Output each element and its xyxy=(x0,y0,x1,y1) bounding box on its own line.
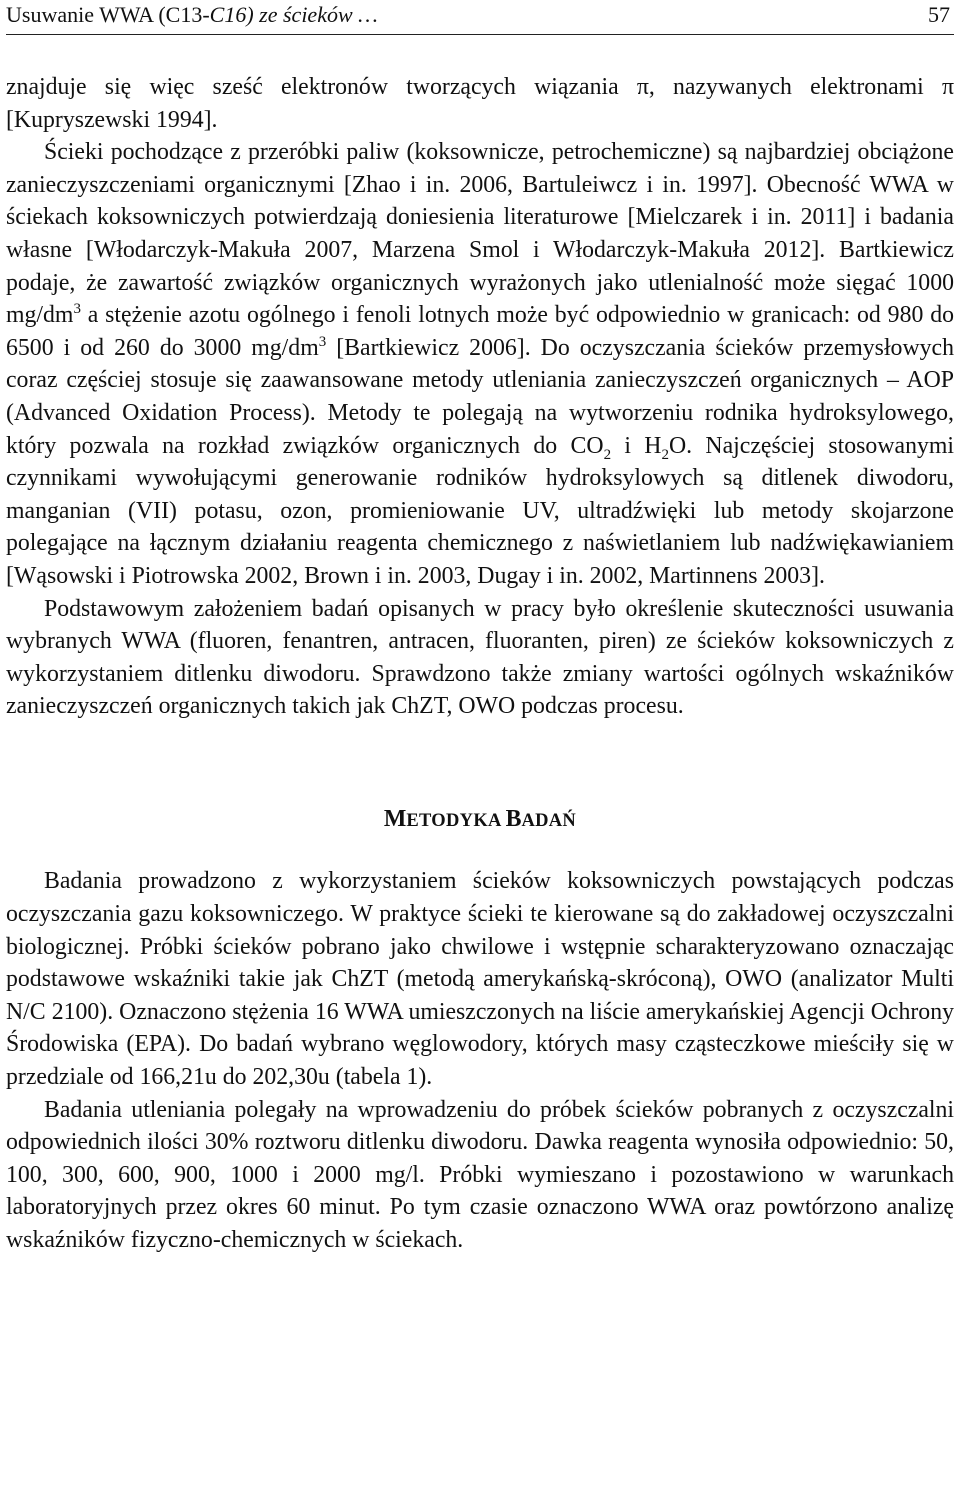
running-title-part-b: C16) ze ścieków … xyxy=(209,2,378,27)
heading-smallcaps-1: ETODYKA xyxy=(406,810,506,831)
paragraph-5-text: Badania utleniania polegały na wprowadzeniu do próbek ścieków pobranych z oczyszczalni odpowiednich ilości 30% roztworu ditlenku diwodoru. Dawka reagenta wynosiła odpowiednio: 50, 100, 300, 600, 900, 1000 i 2000 mg/l. Próbki wymieszano i pozostawiono w warunkach laboratoryjnych przez okres 60 minut. Po tym czasie oznaczono WWA oraz powtórzono analizę wskaźników fizyczno-chemicznych w ściekach. xyxy=(6,1096,954,1253)
paragraph-2-text-a: Ścieki pochodzące z przeróbki paliw (koksownicze, petrochemiczne) są najbardziej obciążone zanieczyszczeniami organicznymi [Zhao i in. 2006, Bartuleiwcz i in. 1997]. Obecność WWA w ściekach koksowniczych potwierdzają doniesienia literaturowe [Mielczarek i in. 2011] i badania własne [Włodarczyk-Makuła 2007, Marzena Smol i Włodarczyk-Makuła 2012]. Bartkiewicz podaje, że zawartość związków organicznych wyrażonych jako utlenialność może sięgać 1000 mg/dm xyxy=(6,139,954,329)
paragraph-1-text: znajduje się więc sześć elektronów tworzących wiązania π, nazywanych elektronami π [Kupryszewski 1994]. xyxy=(6,74,954,133)
heading-initial-m: M xyxy=(383,805,407,832)
paragraph-2-text-b: a stężenie azotu ogólnego i fenoli lotnych może być odpowiednio w granicach: od 980 do 6500 i od 260 do 3000 mg/dm xyxy=(6,302,954,361)
section-heading-methodology xyxy=(6,803,954,838)
heading-smallcaps-2: ADAŃ xyxy=(521,810,577,831)
paragraph-3 xyxy=(6,593,954,723)
superscript-3-b: 3 xyxy=(318,333,327,350)
paragraph-2-text-c: [Bartkiewicz 2006]. Do oczyszczania ścieków przemysłowych coraz częściej stosuje się zaawansowane metody utleniania zanieczyszczeń organicznych – AOP (Advanced Oxidation Process). Metody te polegają na wytworzeniu rodnika hydroksylowego, który pozwala na rozkład związków organicznych do CO xyxy=(6,334,954,459)
superscript-3-a: 3 xyxy=(73,301,81,318)
paragraph-4 xyxy=(6,865,954,1093)
paragraph-1 xyxy=(6,71,954,136)
running-title-part-a: Usuwanie WWA (C13- xyxy=(6,2,210,27)
paragraph-2 xyxy=(6,136,954,592)
paragraph-2-text-d: i H xyxy=(611,432,662,459)
running-title xyxy=(6,0,378,30)
subscript-2-h2o: 2 xyxy=(661,446,669,463)
page-number: 57 xyxy=(928,2,950,27)
document-body xyxy=(6,71,954,1257)
paragraph-4-text: Badania prowadzono z wykorzystaniem ścieków koksowniczych powstających podczas oczyszczania gazu koksowniczego. W praktyce ścieki te kierowane są do zakładowej oczyszczalni biologicznej. Próbki ścieków pobrano jako chwilowe i wstępnie scharakteryzowano oznaczając podstawowe wskaźniki takie jak ChZT (metodą amerykańską-skróconą), OWO (analizator Multi N/C 2100). Oznaczono stężenia 16 WWA umieszczonych na liście amerykańskiej Agencji Ochrony Środowiska (EPA). Do badań wybrano węglowodory, których masy cząsteczkowe mieściły się w przedziale od 166,21u do 202,30u (tabela 1). xyxy=(6,868,954,1091)
paragraph-3-text: Podstawowym założeniem badań opisanych w pracy było określenie skuteczności usuwania wybranych WWA (fluoren, fenantren, antracen, fluoranten, piren) ze ścieków koksowniczych z wykorzystaniem ditlenku diwodoru. Sprawdzono także zmiany wartości ogólnych wskaźników zanieczyszczeń organicznych takich jak ChZT, OWO podczas procesu. xyxy=(6,595,954,720)
paragraph-2-text-e: O. Najczęściej stosowanymi czynnikami wywołującymi generowanie rodników hydroksylowych są ditlenek diwodoru, manganian (VII) potasu, ozon, promieniowanie UV, ultradźwięki lub metody skojarzone polegające na łącznym działaniu reagenta chemicznego z naświetlaniem lub nadźwiękawianiem [Wąsowski i Piotrowska 2002, Brown i in. 2003, Dugay i in. 2002, Martinnens 2003]. xyxy=(6,432,954,589)
subscript-2-co2: 2 xyxy=(603,446,612,463)
heading-initial-b: B xyxy=(505,805,522,832)
page-header xyxy=(6,0,954,35)
paragraph-5 xyxy=(6,1094,954,1257)
